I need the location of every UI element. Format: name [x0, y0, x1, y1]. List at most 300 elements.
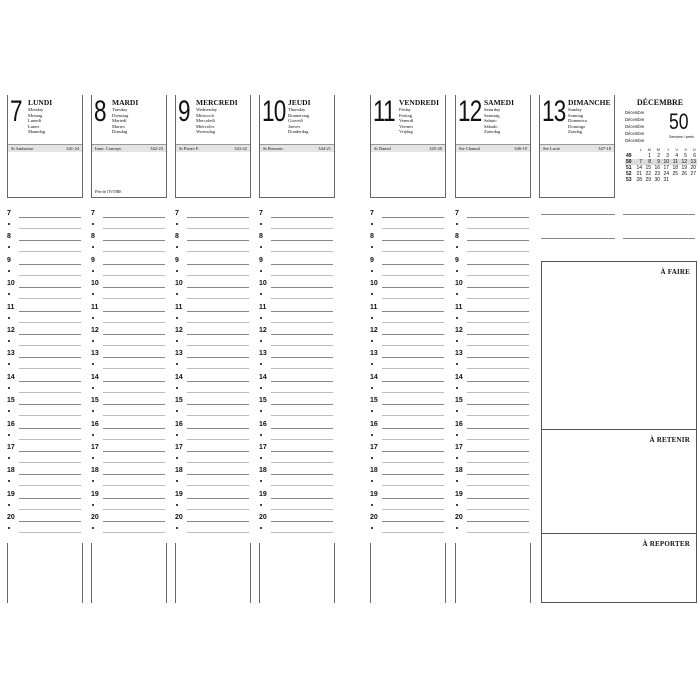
evening-notes[interactable]: [259, 543, 335, 603]
half-hour-dot: [456, 387, 458, 389]
hour-row[interactable]: [175, 325, 251, 348]
half-hour-line: [19, 532, 81, 533]
day-translation: Friday: [399, 107, 411, 112]
half-hour-dot: [92, 387, 94, 389]
hour-row[interactable]: [91, 512, 167, 535]
saint-name: Ste Lucie: [543, 146, 561, 151]
hour-row[interactable]: [455, 419, 531, 442]
half-hour-dot: [92, 317, 94, 319]
half-hour-dot: [260, 457, 262, 459]
half-hour-line: [103, 322, 165, 323]
hour-label: 14: [370, 373, 378, 381]
hour-row[interactable]: [455, 278, 531, 301]
hour-row[interactable]: [370, 208, 446, 231]
half-hour-line: [103, 228, 165, 229]
day-header[interactable]: [7, 95, 83, 198]
hour-row[interactable]: [259, 395, 335, 418]
hour-row[interactable]: [91, 348, 167, 371]
date-cell[interactable]: 10: [661, 159, 670, 165]
hour-row[interactable]: [370, 278, 446, 301]
date-cell[interactable]: 28: [636, 177, 642, 184]
hour-row[interactable]: [7, 395, 83, 418]
hour-row[interactable]: [175, 278, 251, 301]
date-cell[interactable]: [688, 177, 697, 183]
hour-row[interactable]: [259, 302, 335, 325]
half-hour-dot: [8, 223, 10, 225]
hour-row[interactable]: [259, 348, 335, 371]
hour-line: [19, 240, 81, 241]
day-translation: Wednesday: [196, 107, 218, 112]
hour-row[interactable]: [259, 512, 335, 535]
task-panel: [541, 261, 697, 603]
half-hour-dot: [176, 410, 178, 412]
evening-notes[interactable]: [175, 543, 251, 603]
half-hour-dot: [456, 434, 458, 436]
hour-row[interactable]: [175, 395, 251, 418]
day-name: DIMANCHE: [568, 98, 611, 107]
half-hour-dot: [92, 363, 94, 365]
date-cell[interactable]: 3: [666, 153, 669, 160]
half-hour-line: [103, 509, 165, 510]
hour-label: 9: [370, 256, 374, 264]
hour-row[interactable]: [259, 419, 335, 442]
half-hour-line: [103, 439, 165, 440]
saint-bar: [260, 144, 334, 152]
hour-line: [103, 451, 165, 452]
day-header[interactable]: [91, 95, 167, 198]
half-hour-dot: [371, 363, 373, 365]
half-hour-dot: [92, 504, 94, 506]
half-hour-line: [103, 392, 165, 393]
hour-row[interactable]: [259, 278, 335, 301]
half-hour-dot: [8, 387, 10, 389]
hour-row[interactable]: [370, 465, 446, 488]
saint-bar: [92, 144, 166, 152]
hour-row[interactable]: [91, 489, 167, 512]
hour-row[interactable]: [455, 372, 531, 395]
half-hour-dot: [260, 317, 262, 319]
day-number: 7: [10, 95, 22, 128]
hour-label: 7: [175, 210, 179, 217]
hour-row[interactable]: [7, 489, 83, 512]
hour-line: [467, 404, 529, 405]
date-cell[interactable]: [670, 177, 679, 183]
day-number: 9: [178, 95, 190, 128]
hour-row[interactable]: [370, 489, 446, 512]
hour-row[interactable]: [259, 231, 335, 254]
half-hour-line: [187, 485, 249, 486]
date-cell[interactable]: 8: [643, 159, 652, 165]
day-translation: Giovedì: [288, 118, 303, 124]
hour-row[interactable]: [91, 465, 167, 488]
hour-line: [271, 521, 333, 522]
half-hour-line: [103, 345, 165, 346]
hour-line: [382, 474, 444, 475]
hour-line: [271, 311, 333, 312]
half-hour-line: [271, 298, 333, 299]
week-label: Semaine / week: [669, 135, 694, 139]
date-cell[interactable]: 27: [690, 171, 696, 178]
a-reporter-title: À REPORTER: [642, 540, 690, 548]
hour-line: [467, 357, 529, 358]
evening-notes[interactable]: [455, 543, 531, 603]
half-hour-dot: [371, 504, 373, 506]
half-hour-line: [271, 392, 333, 393]
hour-line: [382, 357, 444, 358]
half-hour-line: [19, 345, 81, 346]
half-hour-line: [103, 415, 165, 416]
saint-name: St Romaric: [263, 146, 284, 151]
hour-row[interactable]: [175, 489, 251, 512]
hour-line: [382, 404, 444, 405]
hour-row[interactable]: [175, 465, 251, 488]
hour-row[interactable]: [370, 255, 446, 278]
hour-row[interactable]: [455, 348, 531, 371]
day-header[interactable]: [175, 95, 251, 198]
hour-label: 17: [7, 444, 15, 451]
hour-label: 17: [259, 444, 267, 451]
day-translation: Saturday: [484, 107, 501, 112]
hour-line: [103, 334, 165, 335]
hour-row[interactable]: [259, 465, 335, 488]
hour-label: 16: [175, 420, 183, 428]
hour-line: [19, 474, 81, 475]
hour-row[interactable]: [175, 208, 251, 231]
hour-label: 11: [7, 303, 15, 311]
hour-row[interactable]: [91, 419, 167, 442]
hour-line: [187, 498, 249, 499]
hour-line: [271, 287, 333, 288]
evening-notes[interactable]: [91, 543, 167, 603]
hour-line: [467, 521, 529, 522]
hour-line: [103, 311, 165, 312]
date-cell[interactable]: 30: [654, 177, 660, 184]
date-cell[interactable]: 13: [688, 159, 697, 165]
day-count: 346-19: [514, 146, 527, 151]
day-translation: Dienstag: [112, 112, 129, 118]
date-cell[interactable]: 4: [675, 153, 678, 160]
half-hour-dot: [456, 410, 458, 412]
day-name: MARDI: [112, 98, 139, 107]
hour-line: [103, 474, 165, 475]
hour-label: 18: [455, 467, 463, 475]
half-hour-dot: [8, 434, 10, 436]
hour-row[interactable]: [370, 372, 446, 395]
half-hour-line: [271, 275, 333, 276]
hour-row[interactable]: [7, 208, 83, 231]
day-translation: Sábado: [484, 123, 498, 129]
date-cell[interactable]: 2: [657, 153, 660, 160]
half-hour-dot: [260, 340, 262, 342]
half-hour-dot: [456, 270, 458, 272]
date-cell[interactable]: 11: [670, 159, 679, 165]
hour-line: [19, 451, 81, 452]
hour-row[interactable]: [7, 419, 83, 442]
hour-label: 15: [259, 397, 267, 405]
hour-line: [103, 428, 165, 429]
date-cell[interactable]: 9: [652, 159, 661, 165]
day-translation: Martes: [112, 123, 125, 129]
date-cell[interactable]: 7: [634, 159, 643, 165]
hour-line: [187, 428, 249, 429]
hour-row[interactable]: [455, 325, 531, 348]
hour-line: [19, 311, 81, 312]
hour-line: [103, 357, 165, 358]
hour-row[interactable]: [175, 372, 251, 395]
hour-row[interactable]: [370, 231, 446, 254]
hour-label: 16: [455, 420, 463, 428]
half-hour-dot: [260, 410, 262, 412]
half-hour-dot: [260, 363, 262, 365]
day-number: 10: [262, 95, 286, 128]
hour-row[interactable]: [455, 512, 531, 535]
half-hour-dot: [371, 317, 373, 319]
date-cell[interactable]: 26: [681, 171, 687, 178]
half-hour-line: [103, 485, 165, 486]
hour-row[interactable]: [91, 231, 167, 254]
mini-calendar: [625, 147, 697, 184]
weekday-header: V: [675, 147, 678, 152]
day-header[interactable]: [455, 95, 531, 198]
hour-line: [103, 217, 165, 218]
week-number-cell: 52: [626, 171, 632, 178]
hour-row[interactable]: [259, 208, 335, 231]
half-hour-line: [467, 392, 529, 393]
hour-line: [467, 311, 529, 312]
hour-row[interactable]: [91, 325, 167, 348]
hour-row[interactable]: [259, 442, 335, 465]
half-hour-line: [187, 509, 249, 510]
hour-row[interactable]: [7, 465, 83, 488]
half-hour-line: [467, 462, 529, 463]
hour-line: [382, 240, 444, 241]
hour-label: 20: [7, 514, 15, 522]
date-cell[interactable]: 12: [679, 159, 688, 165]
hour-label: 19: [91, 490, 99, 498]
hour-label: 20: [175, 514, 183, 522]
hour-line: [187, 217, 249, 218]
hour-row[interactable]: [7, 231, 83, 254]
hour-row[interactable]: [175, 302, 251, 325]
day-translation: Monday: [28, 107, 44, 112]
half-hour-line: [103, 532, 165, 533]
hour-row[interactable]: [175, 231, 251, 254]
hour-row[interactable]: [91, 442, 167, 465]
hour-line: [271, 498, 333, 499]
half-hour-dot: [176, 434, 178, 436]
hour-row[interactable]: [370, 348, 446, 371]
saint-bar: [371, 144, 445, 152]
hour-row[interactable]: [455, 208, 531, 231]
hour-line: [103, 381, 165, 382]
hour-row[interactable]: [455, 465, 531, 488]
hour-label: 14: [455, 373, 463, 381]
half-hour-dot: [176, 246, 178, 248]
half-hour-dot: [371, 246, 373, 248]
hour-label: 9: [7, 256, 11, 264]
hour-label: 13: [91, 350, 99, 358]
date-cell[interactable]: 16: [654, 165, 660, 172]
day-header[interactable]: [370, 95, 446, 198]
half-hour-line: [271, 439, 333, 440]
half-hour-dot: [371, 340, 373, 342]
day-count: 342-23: [150, 146, 163, 151]
day-note: Fête de l'IVOIRE: [95, 190, 122, 194]
hour-row[interactable]: [91, 278, 167, 301]
weekday-header: D: [693, 147, 696, 152]
hour-row[interactable]: [91, 395, 167, 418]
half-hour-line: [382, 251, 444, 252]
a-faire-title: À FAIRE: [660, 268, 690, 276]
hour-label: 10: [259, 280, 267, 288]
half-hour-dot: [371, 457, 373, 459]
saint-name: Ste Chantal: [459, 146, 480, 151]
date-cell[interactable]: 14: [636, 165, 642, 172]
date-cell[interactable]: 29: [645, 177, 651, 184]
hour-row[interactable]: [455, 302, 531, 325]
hour-row[interactable]: [175, 442, 251, 465]
date-cell[interactable]: 15: [645, 165, 651, 172]
hour-label: 15: [175, 397, 183, 405]
date-cell[interactable]: 20: [690, 165, 696, 172]
hour-line: [382, 498, 444, 499]
date-cell[interactable]: 18: [672, 165, 678, 172]
half-hour-dot: [260, 293, 262, 295]
hour-label: 12: [455, 327, 463, 334]
date-cell[interactable]: 5: [684, 153, 687, 160]
date-cell[interactable]: 22: [645, 171, 651, 178]
hour-line: [467, 381, 529, 382]
hour-row[interactable]: [259, 255, 335, 278]
hour-label: 19: [259, 490, 267, 498]
hour-line: [103, 404, 165, 405]
hour-label: 18: [91, 467, 99, 475]
hour-row[interactable]: [91, 255, 167, 278]
hour-line: [187, 334, 249, 335]
hour-label: 15: [7, 397, 15, 405]
date-cell[interactable]: 31: [663, 177, 669, 184]
hour-row[interactable]: [7, 278, 83, 301]
hour-row[interactable]: [91, 372, 167, 395]
hour-label: 13: [175, 350, 183, 358]
hour-row[interactable]: [370, 325, 446, 348]
hour-row[interactable]: [175, 255, 251, 278]
day-translation: Dinsdag: [112, 129, 128, 135]
half-hour-dot: [92, 246, 94, 248]
half-hour-dot: [371, 527, 373, 529]
hour-row[interactable]: [175, 348, 251, 371]
half-hour-line: [187, 322, 249, 323]
hour-label: 19: [7, 490, 15, 498]
hour-row[interactable]: [7, 442, 83, 465]
date-cell[interactable]: 24: [663, 171, 669, 178]
hour-line: [19, 264, 81, 265]
week-list-item: Décembre: [625, 131, 645, 136]
half-hour-dot: [260, 434, 262, 436]
date-cell[interactable]: 6: [693, 153, 696, 160]
day-count: 343-22: [234, 146, 247, 151]
half-hour-line: [382, 392, 444, 393]
hour-label: 20: [259, 514, 267, 522]
half-hour-line: [19, 439, 81, 440]
hour-row[interactable]: [370, 442, 446, 465]
date-cell[interactable]: 17: [663, 165, 669, 172]
week-number-cell: 51: [626, 165, 632, 172]
weekday-header: L: [639, 147, 642, 152]
hour-row[interactable]: [91, 302, 167, 325]
hour-label: 11: [91, 303, 99, 311]
week-number-cell: 53: [626, 177, 632, 184]
hour-row[interactable]: [91, 208, 167, 231]
hour-line: [382, 264, 444, 265]
day-header[interactable]: [539, 95, 615, 198]
evening-notes[interactable]: [7, 543, 83, 603]
hour-row[interactable]: [7, 512, 83, 535]
a-retenir-section[interactable]: [542, 429, 696, 534]
hour-row[interactable]: [370, 419, 446, 442]
hour-row[interactable]: [455, 442, 531, 465]
day-translation: Domingo: [568, 123, 586, 129]
hour-row[interactable]: [370, 395, 446, 418]
day-header[interactable]: [259, 95, 335, 198]
evening-notes[interactable]: [370, 543, 446, 603]
hour-row[interactable]: [7, 372, 83, 395]
day-translations: [288, 107, 309, 135]
day-translation: Sunday: [568, 107, 582, 112]
hour-row[interactable]: [259, 325, 335, 348]
hour-row[interactable]: [455, 489, 531, 512]
half-hour-dot: [92, 527, 94, 529]
hour-row[interactable]: [370, 512, 446, 535]
half-hour-dot: [176, 504, 178, 506]
hour-row[interactable]: [455, 395, 531, 418]
half-hour-line: [103, 298, 165, 299]
hour-row[interactable]: [259, 372, 335, 395]
hour-row[interactable]: [175, 512, 251, 535]
half-hour-dot: [456, 223, 458, 225]
hour-line: [271, 357, 333, 358]
date-cell[interactable]: 19: [681, 165, 687, 172]
hour-row[interactable]: [7, 325, 83, 348]
hour-row[interactable]: [7, 348, 83, 371]
date-cell[interactable]: 1: [648, 153, 651, 160]
date-cell[interactable]: [679, 177, 688, 183]
hour-row[interactable]: [7, 302, 83, 325]
day-translations: [112, 107, 128, 135]
hour-row[interactable]: [455, 255, 531, 278]
hour-label: 13: [455, 350, 463, 358]
hour-line: [382, 334, 444, 335]
hour-row[interactable]: [7, 255, 83, 278]
date-cell[interactable]: 25: [672, 171, 678, 178]
a-reporter-section[interactable]: [542, 533, 696, 604]
hour-row[interactable]: [175, 419, 251, 442]
hour-label: 14: [259, 373, 267, 381]
hour-line: [187, 521, 249, 522]
hour-row[interactable]: [259, 489, 335, 512]
date-cell[interactable]: 21: [636, 171, 642, 178]
a-faire-section[interactable]: [542, 262, 696, 429]
half-hour-line: [271, 345, 333, 346]
date-cell[interactable]: 23: [654, 171, 660, 178]
hour-row[interactable]: [455, 231, 531, 254]
hour-row[interactable]: [370, 302, 446, 325]
hour-label: 11: [259, 303, 267, 311]
half-hour-dot: [92, 270, 94, 272]
half-hour-line: [19, 275, 81, 276]
hour-label: 14: [91, 373, 99, 381]
hour-line: [467, 264, 529, 265]
